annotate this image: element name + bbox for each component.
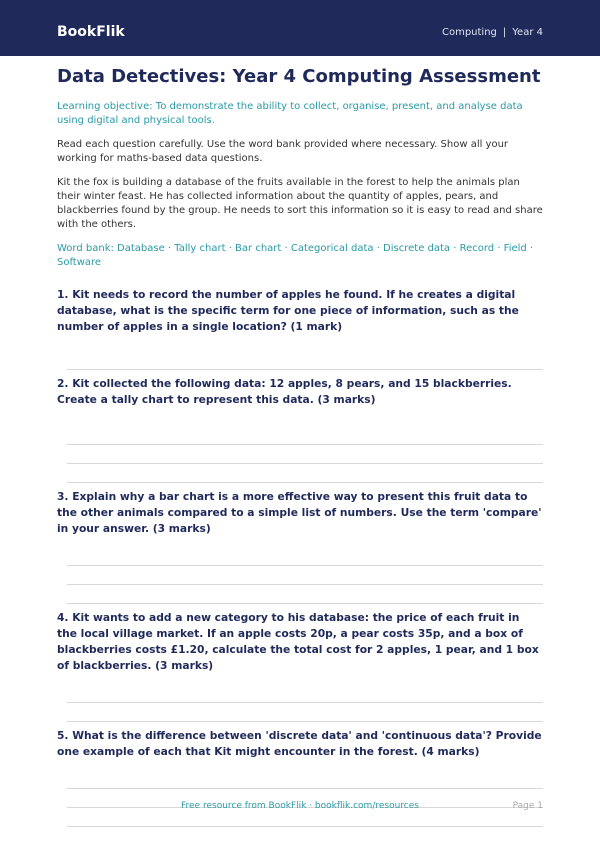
header-meta — [442, 27, 543, 39]
answer-line — [67, 826, 543, 827]
worksheet-content — [57, 66, 543, 827]
question-3: 3. Explain why a bar chart is a more effective way to present this fruit data to the other animals compared to a simple list of numbers. Use the term 'compare' in your answer. (3 marks) — [57, 490, 542, 535]
instructions-text: Read each question carefully. Use the word bank provided where necessary. Show all your working for maths-based data questions. — [57, 139, 509, 164]
question-2: 2. Kit collected the following data: 12 apples, 8 pears, and 15 blackberries. Create a tally chart to represent this data. (3 marks) — [57, 377, 512, 406]
brand-logo[interactable]: BookFlik — [57, 24, 125, 40]
answer-line — [67, 369, 543, 370]
learning-objective: Learning objective: To demonstrate the ability to collect, organise, present, and analyse data using digital and physical tools. — [57, 101, 523, 126]
answer-line — [67, 565, 543, 566]
answer-line — [67, 482, 543, 483]
answer-line — [67, 444, 543, 445]
question-4: 4. Kit wants to add a new category to his database: the price of each fruit in the local village market. If an apple costs 20p, a pear costs 35p, and a box of blackberries costs £1.20, calculate the total cost for 2 apples, 1 pear, and 1 box of blackberries. (3 marks) — [57, 611, 539, 672]
page-footer — [0, 801, 600, 815]
question-5: 5. What is the difference between 'discrete data' and 'continuous data'? Provide one example of each that Kit might encounter in the forest. (4 marks) — [57, 729, 542, 758]
answer-line — [67, 584, 543, 585]
year-label: Year 4 — [512, 27, 543, 38]
answer-line — [67, 603, 543, 604]
header-bar — [0, 0, 600, 56]
scenario-text: Kit the fox is building a database of the fruits available in the forest to help the animals plan their winter feast. He has collected information about the quantity of apples, pears, and blackberries found by the group. He needs to sort this information so it is easy to read and share with the others. — [57, 177, 543, 230]
answer-line — [67, 463, 543, 464]
answer-line — [67, 702, 543, 703]
subject-label: Computing — [441, 27, 497, 38]
footer-source-link[interactable]: Free resource from BookFlik · bookflik.com/resources — [181, 801, 419, 811]
answer-line — [67, 788, 543, 789]
answer-line — [67, 721, 543, 722]
page-number: Page 1 — [512, 801, 543, 811]
question-1: 1. Kit needs to record the number of apples he found. If he creates a digital database, what is the specific term for one piece of information, such as the number of apples in a single location? (1 mark) — [57, 288, 519, 333]
word-bank: Word bank: Database · Tally chart · Bar chart · Categorical data · Discrete data · Record · Field · Software — [57, 243, 534, 268]
page-title: Data Detectives: Year 4 Computing Assessment — [57, 66, 541, 87]
meta-separator: | — [502, 27, 507, 38]
